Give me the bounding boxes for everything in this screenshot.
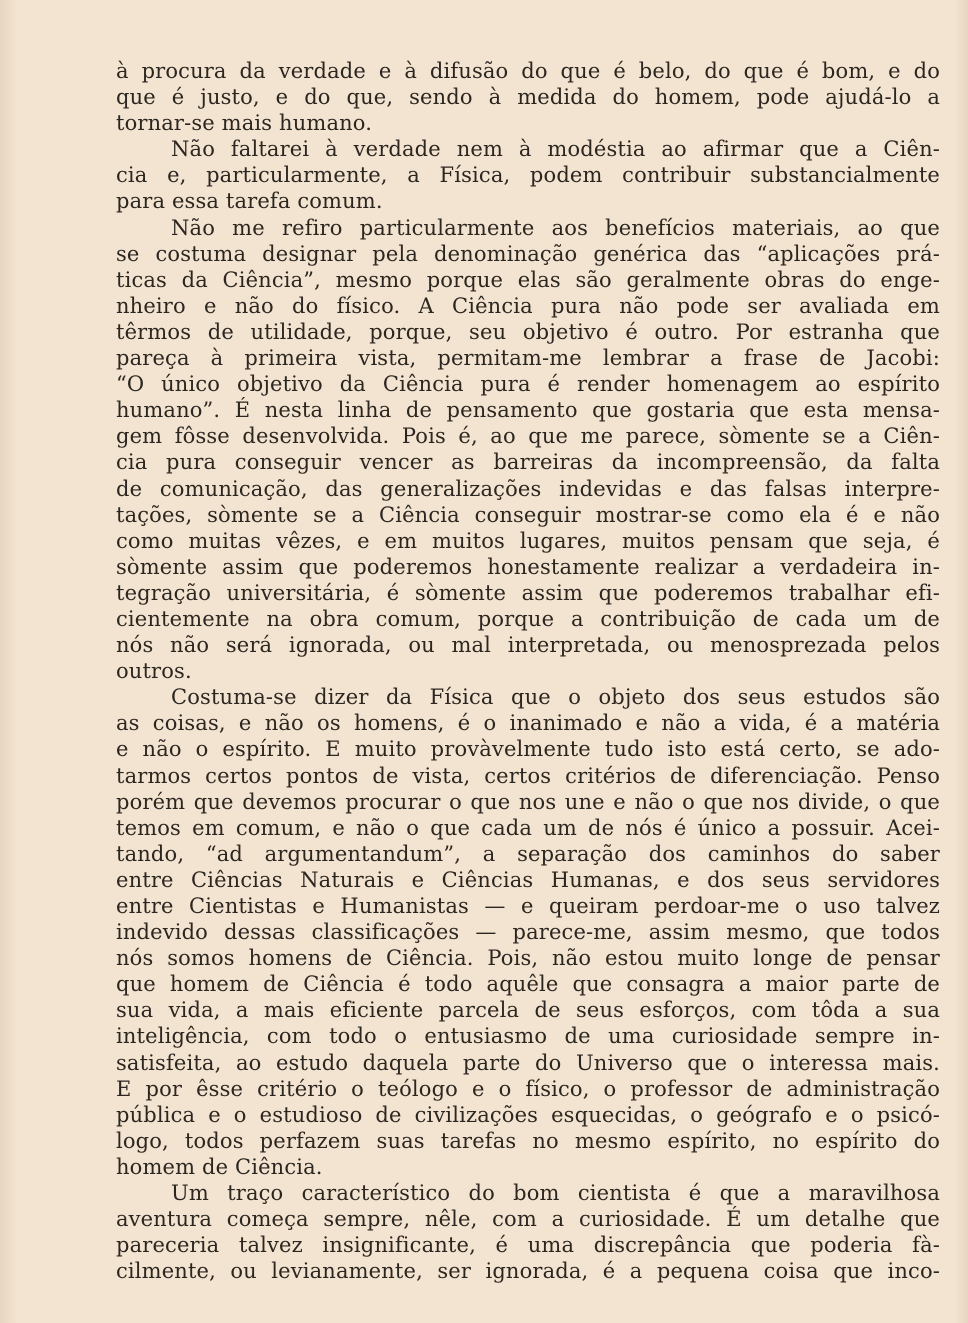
text-line: Não faltarei à verdade nem à modéstia ao afirmar que a Ciên- — [171, 137, 940, 162]
text-line: têrmos de utilidade, porque, seu objetivo é outro. Por estranha que — [116, 319, 940, 344]
text-line: pareceria talvez insignificante, é uma discrepância que poderia fà- — [116, 1233, 940, 1258]
text-line: cia e, particularmente, a Física, podem contribuir substancialmente — [116, 163, 940, 188]
text-line: satisfeita, ao estudo daquela parte do Universo que o interessa mais. — [116, 1050, 940, 1075]
text-line: temos em comum, e não o que cada um de nós é único a possuir. Acei- — [116, 815, 940, 840]
text-line: tarmos certos pontos de vista, certos critérios de diferenciação. Penso — [116, 763, 940, 788]
text-line: à procura da verdade e à difusão do que é belo, do que é bom, e do — [116, 59, 940, 83]
text-line: porém que devemos procurar o que nos une e não o que nos divide, o que — [116, 789, 940, 814]
paragraph — [116, 215, 940, 685]
text-line: tações, sòmente se a Ciência conseguir mostrar-se como ela é e não — [116, 502, 940, 527]
text-line: Costuma-se dizer da Física que o objeto dos seus estudos são — [171, 685, 940, 710]
text-line: como muitas vêzes, e em muitos lugares, muitos pensam que seja, é — [116, 528, 940, 553]
text-line: nós não será ignorada, ou mal interpretada, ou menosprezada pelos — [116, 633, 940, 658]
paragraph — [116, 58, 940, 136]
text-line: indevido dessas classificações — parece-me, assim mesmo, que todos — [116, 920, 940, 945]
paragraph — [116, 684, 940, 1180]
text-line: tornar-se mais humano. — [116, 111, 373, 136]
text-line: logo, todos perfazem suas tarefas no mesmo espírito, no espírito do — [116, 1128, 940, 1153]
text-line: sòmente assim que poderemos honestamente realizar a verdadeira in- — [116, 554, 940, 579]
text-line: cientemente na obra comum, porque a contribuição de cada um de — [116, 606, 940, 631]
text-line: ticas da Ciência”, mesmo porque elas são geralmente obras do enge- — [116, 267, 940, 292]
text-line: Um traço característico do bom cientista é que a maravilhosa — [171, 1181, 940, 1206]
text-line: nheiro e não do físico. A Ciência pura não pode ser avaliada em — [116, 293, 940, 318]
text-line: homem de Ciência. — [116, 1154, 323, 1179]
text-line: se costuma designar pela denominação genérica das “aplicações prá- — [116, 241, 940, 266]
text-line: humano”. É nesta linha de pensamento que gostaria que esta mensa- — [116, 398, 940, 423]
text-line: que homem de Ciência é todo aquêle que consagra a maior parte de — [116, 972, 940, 997]
text-line: Não me refiro particularmente aos benefícios materiais, ao que — [171, 215, 940, 240]
text-line: entre Cientistas e Humanistas — e queiram perdoar-me o uso talvez — [116, 894, 940, 918]
paragraph — [116, 1180, 940, 1284]
text-line: “O único objetivo da Ciência pura é render homenagem ao espírito — [116, 372, 940, 397]
text-line: aventura começa sempre, nêle, com a curiosidade. É um detalhe que — [116, 1207, 940, 1232]
text-line: pareça à primeira vista, permitam-me lembrar a frase de Jacobi: — [116, 346, 940, 371]
text-line: tegração universitária, é sòmente assim que poderemos trabalhar efi- — [116, 580, 940, 605]
text-line: sua vida, a mais eficiente parcela de seus esforços, com tôda a sua — [116, 998, 940, 1023]
paragraph — [116, 136, 940, 214]
text-line: tando, “ad argumentandum”, a separação dos caminhos do saber — [116, 841, 940, 866]
text-line: que é justo, e do que, sendo à medida do homem, pode ajudá-lo a — [116, 85, 940, 110]
text-line: gem fôsse desenvolvida. Pois é, ao que me parece, sòmente se a Ciên- — [116, 424, 940, 449]
text-line: cia pura conseguir vencer as barreiras da incompreensão, da falta — [116, 450, 940, 475]
body-text — [116, 58, 940, 1284]
text-line: inteligência, com todo o entusiasmo de uma curiosidade sempre in- — [116, 1024, 940, 1049]
text-line: outros. — [116, 659, 192, 684]
text-line: e não o espírito. E muito provàvelmente tudo isto está certo, se ado- — [116, 737, 940, 762]
text-line: nós somos homens de Ciência. Pois, não estou muito longe de pensar — [116, 946, 940, 971]
text-line: E por êsse critério o teólogo e o físico, o professor de administração — [116, 1076, 940, 1101]
text-line: para essa tarefa comum. — [116, 189, 383, 214]
text-line: cilmente, ou levianamente, ser ignorada, é a pequena coisa que inco- — [116, 1259, 940, 1284]
text-line: de comunicação, das generalizações indevidas e das falsas interpre- — [116, 476, 940, 501]
text-line: pública e o estudioso de civilizações esquecidas, o geógrafo e o psicó- — [116, 1102, 940, 1127]
text-line: entre Ciências Naturais e Ciências Humanas, e dos seus servidores — [116, 867, 940, 892]
text-line: as coisas, e não os homens, é o inanimado e não a vida, é a matéria — [116, 711, 940, 736]
